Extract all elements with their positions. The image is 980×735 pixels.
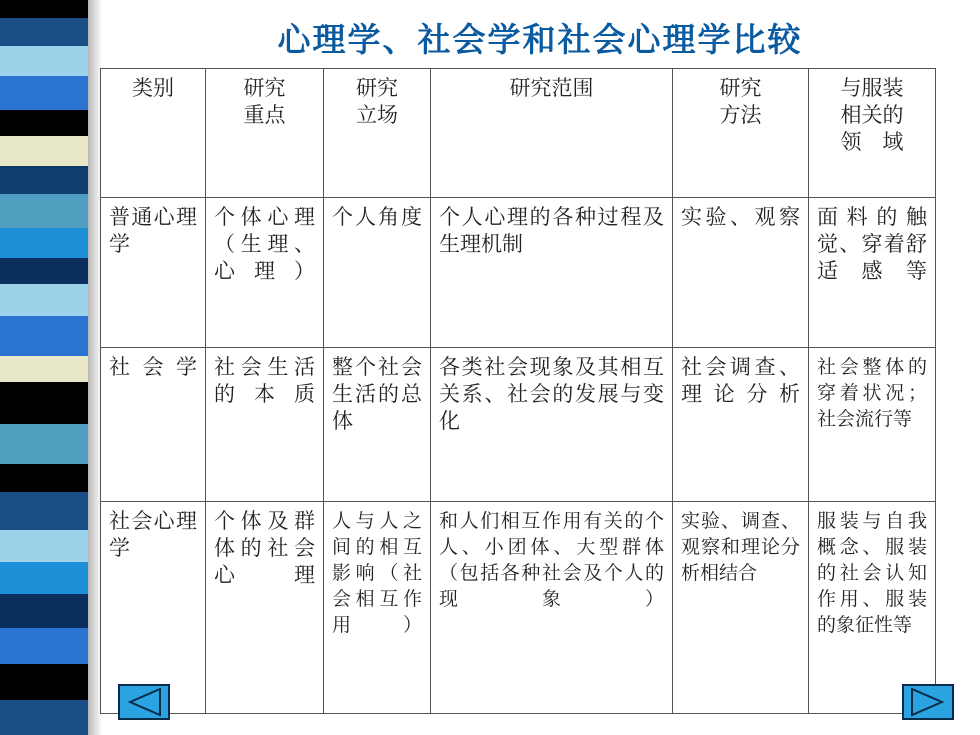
header-method: 研究 方法 [673,69,809,198]
table-cell: 个体心理（生理、心理） [206,198,324,348]
stripe [0,382,88,424]
decorative-stripe-bar [0,0,88,735]
table-cell: 和人们相互作用有关的个人、小团体、大型群体（包括各种社会及个人的现象） [431,502,673,714]
table-cell: 社会整体的穿着状况；社会流行等 [809,348,936,502]
table-row [101,198,936,348]
next-slide-button[interactable] [902,684,954,720]
table-cell: 个人角度 [324,198,431,348]
stripe [0,700,88,735]
prev-slide-button[interactable] [118,684,170,720]
stripe [0,76,88,110]
stripe [0,46,88,76]
header-clothing-field: 与服装 相关的 领 域 [809,69,936,198]
table-cell: 个人心理的各种过程及生理机制 [431,198,673,348]
header-standpoint: 研究 立场 [324,69,431,198]
table-cell: 实验、调查、观察和理论分析相结合 [673,502,809,714]
table-header-row [101,69,936,198]
table-cell: 社会心理学 [101,502,206,714]
triangle-right-icon [904,686,952,718]
stripe [0,284,88,316]
table-cell: 各类社会现象及其相互关系、社会的发展与变化 [431,348,673,502]
table-cell: 服装与自我概念、服装的社会认知作用、服装的象征性等 [809,502,936,714]
stripe [0,258,88,284]
stripe [0,110,88,136]
comparison-table [100,68,936,714]
table-cell: 社会生活的本质 [206,348,324,502]
stripe [0,166,88,194]
triangle-left-icon [120,686,168,718]
stripe [0,562,88,594]
stripe [0,530,88,562]
table-cell: 普通心理学 [101,198,206,348]
stripe [0,0,88,18]
stripe [0,18,88,46]
header-category: 类别 [101,69,206,198]
stripe [0,136,88,166]
stripe [0,194,88,228]
stripe [0,492,88,530]
header-scope: 研究范围 [431,69,673,198]
stripe [0,464,88,492]
table-cell: 社会学 [101,348,206,502]
slide-title: 心理学、社会学和社会心理学比较 [277,20,803,59]
stripe [0,594,88,628]
table-cell: 实验、观察 [673,198,809,348]
table-row [101,502,936,714]
stripe [0,628,88,664]
stripe [0,316,88,356]
table-cell: 社会调查、理论分析 [673,348,809,502]
stripe [0,664,88,700]
stripe [0,228,88,258]
table-cell: 人与人之间的相互影响（社会相互作用） [324,502,431,714]
stripe [0,356,88,382]
stripe [0,424,88,464]
table-cell: 面料的触觉、穿着舒适感等 [809,198,936,348]
table-cell: 整个社会生活的总体 [324,348,431,502]
header-focus: 研究 重点 [206,69,324,198]
table-cell: 个体及群体的社会心理 [206,502,324,714]
table-row [101,348,936,502]
